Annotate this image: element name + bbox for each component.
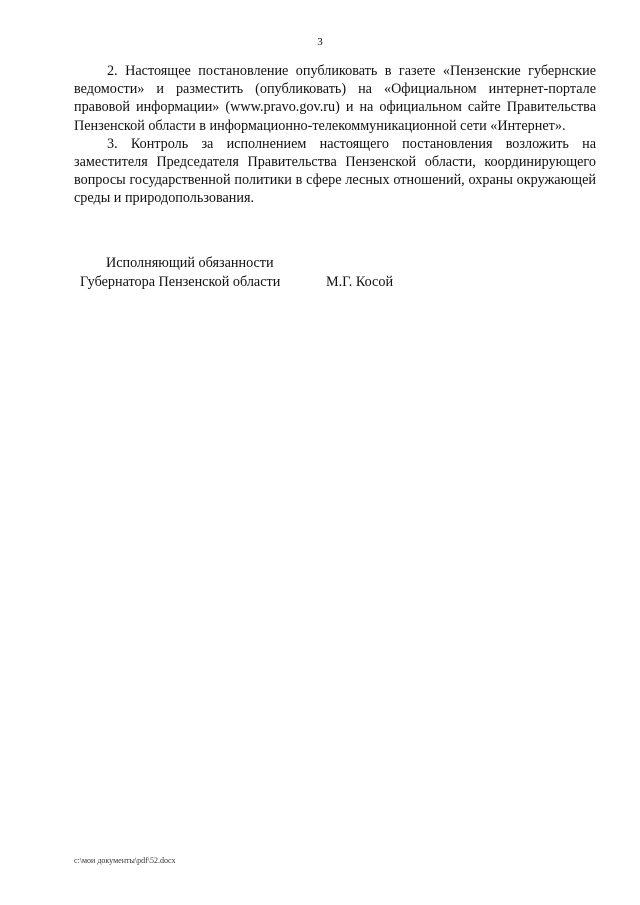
footer-file-path: c:\мои документы\pdf\52.docx [74,856,176,865]
paragraph-publication: 2. Настоящее постановление опубликовать в газете «Пензенские губернские ведомости» и разместить (опубликовать) на «Официальном интернет-портале правовой информации» (www.pravo.gov.ru) и на официальном сайте Правительства Пензенской области в информационно-телекоммуникационной сети «Интернет». [74,63,596,134]
signatory-position-line-1: Исполняющий обязанности [106,255,274,271]
page-number: 3 [317,36,323,48]
paragraph-control: 3. Контроль за исполнением настоящего постановления возложить на заместителя Председателя Правительства Пензенской области, координирующего вопросы государственной политики в сфере лесных отношений, охраны окружающей среды и природопользования. [74,135,596,207]
signatory-position-line-2: Губернатора Пензенской области [80,273,281,290]
document-body [74,62,596,208]
signatory-position [80,254,340,291]
signatory-name: М.Г. Косой [326,273,394,290]
